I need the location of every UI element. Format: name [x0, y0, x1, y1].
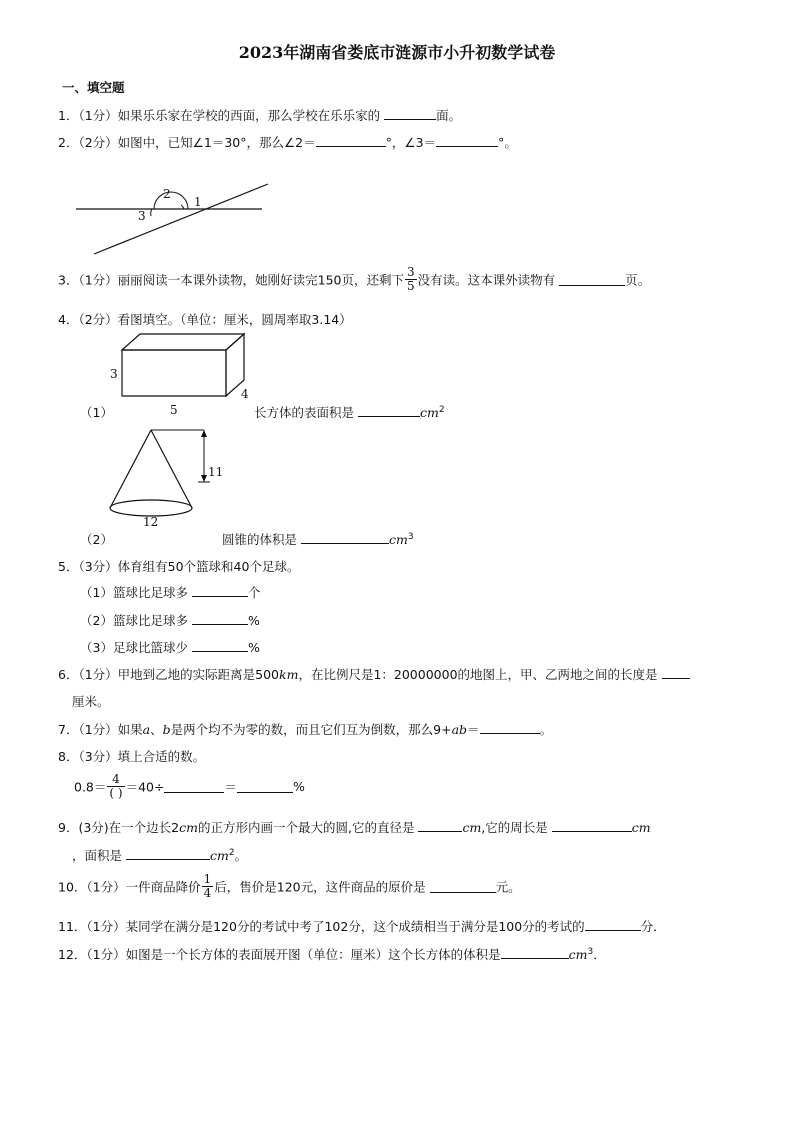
- fraction: $\frac{4}{( )}$: [109, 772, 123, 800]
- page-title: 2023年湖南省娄底市涟源市小升初数学试卷: [238, 43, 556, 62]
- answer-blank[interactable]: [480, 721, 540, 734]
- question-8: 8．（3分）填上合适的数。: [58, 749, 206, 764]
- answer-blank[interactable]: [384, 107, 436, 120]
- question-3: 3．（1分）丽丽阅读一本课外读物，她刚好读完150页，还剩下 $\frac{3}{5}$ 没有读。这本课外读物有 页。: [58, 265, 651, 293]
- answer-blank[interactable]: [192, 639, 248, 652]
- question-4: 4．（2分）看图填空。（单位：厘米，圆周率取3.14）: [58, 312, 352, 327]
- question-9: 9．(3分)在一个边长2cm的正方形内画一个最大的圆,它的直径是 cm,它的周长是 cm: [58, 820, 651, 835]
- cuboid-question: 长方体的表面积是 $cm^2$: [254, 404, 445, 420]
- question-5: 5．（3分）体育组有50个篮球和40个足球。: [58, 559, 300, 574]
- cuboid-figure: [100, 330, 260, 414]
- question-7: 7．（1分）如果a、b是两个均不为零的数，而且它们互为倒数，那么9+ab＝ 。: [58, 722, 553, 737]
- cone-diameter-label: 12: [143, 515, 159, 528]
- question-2: 2．（2分）如图中，已知∠1＝30°，那么∠2＝ °，∠3＝ °。: [58, 135, 517, 150]
- fraction: $\frac{1}{4}$: [203, 872, 212, 900]
- angle-1-label: 1: [194, 195, 202, 209]
- answer-blank[interactable]: [358, 404, 420, 417]
- answer-blank[interactable]: [559, 273, 625, 286]
- question-9-line-2: ，面积是 $cm^2$。: [72, 847, 248, 863]
- cuboid-height-label: 3: [110, 367, 118, 381]
- answer-blank[interactable]: [164, 780, 224, 793]
- question-6: 6．（1分）甲地到乙地的实际距离是500km，在比例尺是1：20000000的地图上，甲、乙两地之间的长度是: [58, 665, 690, 683]
- answer-blank[interactable]: [501, 946, 569, 959]
- question-11: 11．（1分）某同学在满分是120分的考试中考了102分，这个成绩相当于满分是100分的考试的 分．: [58, 919, 666, 934]
- question-10: 10．（1分）一件商品降价 $\frac{1}{4}$ 后，售价是120元，这件商品的原价是 元。: [58, 872, 521, 900]
- answer-blank[interactable]: [237, 780, 293, 793]
- cone-question: 圆锥的体积是 $cm^3$: [222, 531, 414, 547]
- question-5-part-3: （3）足球比篮球少 %: [80, 640, 260, 655]
- answer-blank[interactable]: [192, 584, 248, 597]
- question-1: 1．（1分）如果乐乐家在学校的西面，那么学校在乐乐家的 面。: [58, 108, 462, 123]
- answer-blank[interactable]: [552, 819, 632, 832]
- question-5-part-1: （1）篮球比足球多 个: [80, 585, 261, 600]
- cone-height-label: 11: [208, 465, 224, 479]
- question-6-tail: 厘米。: [72, 694, 110, 709]
- answer-blank[interactable]: [430, 880, 496, 893]
- answer-blank[interactable]: [192, 612, 248, 625]
- angle-3-label: 3: [138, 209, 146, 223]
- question-12: 12．（1分）如图是一个长方体的表面展开图（单位：厘米）这个长方体的体积是 $cm^3$．: [58, 946, 606, 962]
- section-heading: 一、填空题: [62, 80, 125, 95]
- answer-blank[interactable]: [316, 134, 386, 147]
- angle-diagram: [70, 180, 270, 258]
- answer-blank[interactable]: [126, 847, 210, 860]
- cone-figure: [100, 424, 230, 528]
- answer-blank[interactable]: [662, 666, 690, 679]
- question-5-part-2: （2）篮球比足球多 %: [80, 613, 260, 628]
- cuboid-length-label: 5: [170, 403, 178, 414]
- answer-blank[interactable]: [418, 819, 462, 832]
- question-8-equation: 0.8＝ $\frac{4}{( )}$ ＝40÷ ＝ %: [74, 772, 305, 800]
- cuboid-width-label: 4: [241, 387, 249, 401]
- sub-label-2: （2）: [80, 532, 113, 547]
- answer-blank[interactable]: [585, 918, 641, 931]
- fraction: $\frac{3}{5}$: [407, 265, 415, 293]
- angle-2-label: 2: [163, 187, 171, 201]
- answer-blank[interactable]: [436, 134, 498, 147]
- sub-label-1: （1）: [80, 405, 113, 420]
- answer-blank[interactable]: [301, 531, 389, 544]
